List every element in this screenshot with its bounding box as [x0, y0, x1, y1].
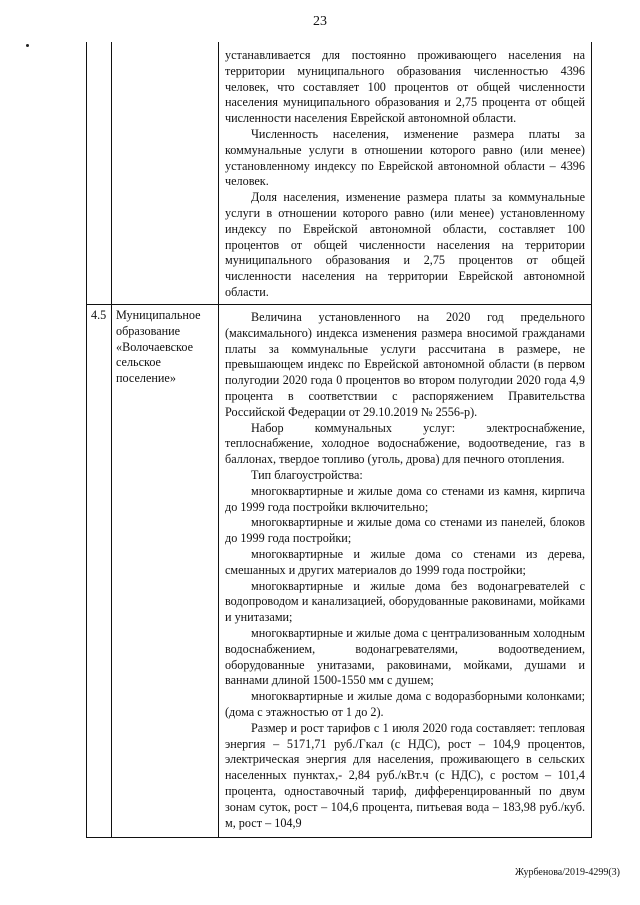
paragraph-houses-water-columns: многоквартирные и жилые дома с водоразборными колонками; (дома с этажностью от 1 до 2).: [225, 689, 585, 719]
paragraph-tariffs: Размер и рост тарифов с 1 июля 2020 года составляет: тепловая энергия – 5171,71 руб./Гкал (с НДС), рост – 104,9 процентов, электрическая энергия для населения, проживающего в сельских населенных пунктах,- 2,84 руб./кВт.ч (с НДС), с ростом – 101,4 процента, одноставочный тариф, дифференцированный по двум зонам суток, рост – 104,6 процента, питьевая вода – 183,98 руб./куб. м, рост – 104,9: [225, 720, 585, 830]
paragraph-utility-set: Набор коммунальных услуг: электроснабжение, теплоснабжение, холодное водоснабжение, водоотведение, газ в баллонах, твердое топливо (уголь, дрова) для печного отопления.: [225, 420, 585, 467]
paragraph-houses-no-heaters: многоквартирные и жилые дома без водонагревателей с водопроводом и канализацией, оборудованные раковинами, мойками и унитазами;: [225, 578, 585, 625]
municipality-name: Муниципальное образование «Волочаевское сельское поселение»: [116, 308, 201, 386]
column-divider-number: [111, 42, 112, 837]
footer-code: Журбенова/2019-4299(3): [514, 867, 620, 878]
paragraph-houses-wood: многоквартирные и жилые дома со стенами из дерева, смешанных и других материалов до 1999 года постройки;: [225, 546, 585, 577]
continuation-paragraph-1: устанавливается для постоянно проживающего населения на территории муниципального образования численностью 4396 человек, что составляет 100 процентов от общей численности населения муниципального образования и 2,75 процента от общей численности населения Еврейской автономной области.: [225, 48, 585, 126]
column-divider-municipality: [218, 42, 219, 837]
paragraph-houses-central-water: многоквартирные и жилые дома с централизованным холодным водоснабжением, водонагревателями, водоотведением, оборудованные унитазами, раковинами, мойками, душами и ваннами длиной 1500-1550 мм с душем;: [225, 625, 585, 688]
continuation-paragraph-2: Численность населения, изменение размера платы за коммунальные услуги в отношении которого равно (или менее) установленному индексу по Еврейской автономной области – 4396 человек.: [225, 126, 585, 189]
row-divider: [87, 304, 591, 305]
paragraph-houses-panel: многоквартирные и жилые дома со стенами из панелей, блоков до 1999 года постройки;: [225, 515, 585, 546]
row-number: 4.5: [91, 308, 107, 322]
scan-dot: [26, 44, 29, 47]
content-cell: [225, 310, 585, 831]
paragraph-improvement-type: Тип благоустройства:: [251, 467, 363, 482]
paragraph-houses-stone: многоквартирные и жилые дома со стенами из камня, кирпича до 1999 года постройки включительно;: [225, 483, 585, 514]
continuation-cell: [225, 48, 585, 301]
page-number: 23: [313, 14, 327, 29]
continuation-paragraph-3: Доля населения, изменение размера платы за коммунальные услуги в отношении которого равно (или менее) установленному индексу по Еврейской автономной области, составляет 100 процентов от общей численности населения на территории муниципального образования и 2,75 процентов от общей численности населения на территории Еврейской автономной области.: [225, 190, 585, 299]
paragraph-index-value: Величина установленного на 2020 год предельного (максимального) индекса изменения размера вносимой гражданами платы за коммунальные услуги рассчитана в размере, не превышающем индекс по Еврейской автономной области (в первом полугодии 2020 года 0 процентов во втором полугодии 2020 года 4,9 процента в соответствии с распоряжением Правительства Российской Федерации от 29.10.2019 № 2556-р).: [225, 310, 585, 419]
document-table: [86, 42, 592, 838]
